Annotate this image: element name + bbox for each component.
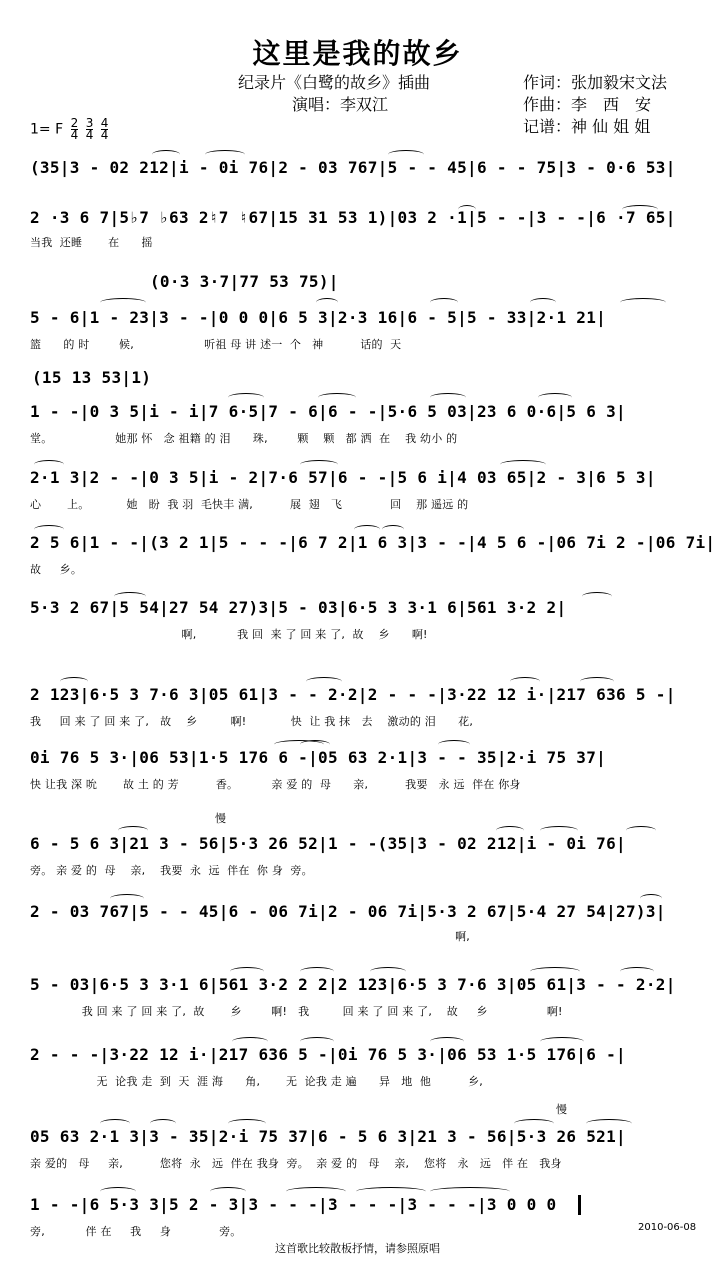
slur-mark [316,298,338,307]
slur-mark [626,826,656,835]
notation-row: 5·3 2 67|5 54|27 54 27)3|5 - 03|6·5 3 3·1 6|561 3·2 2| [30,598,567,617]
slur-mark [100,1119,130,1128]
slur-mark [438,740,470,749]
slur-mark [370,967,406,976]
lyrics-row: 亲 爱的 母 亲, 您将 永 远 伴在 我身 旁。 亲 爱 的 母 亲, 您将 永 远 伴 在 我身 [30,1157,562,1170]
slur-mark [640,894,662,903]
slur-mark [110,894,144,903]
lyrics-row: 无 论我 走 到 天 涯 海 角, 无 论我 走 遍 异 地 他 乡, [30,1075,483,1088]
time-signature: $\frac{2}{4}$ [70,116,79,142]
notation-row: 2 - 03 767|5 - - 45|6 - 06 7i|2 - 06 7i|5·3 2 67|5·4 27 54|27)3| [30,902,666,921]
lyrics-row: 故 乡。 [30,563,83,576]
notation-row: 2·1 3|2 - -|0 3 5|i - 2|7·6 57|6 - -|5 6 i|4 03 65|2 - 3|6 5 3| [30,468,656,487]
song-title: 这里是我的故乡 [252,37,463,70]
notation-row: 6 - 5 6 3|21 3 - 56|5·3 26 52|1 - -(35|3 - 02 212|i - 0i 76| [30,834,626,853]
slur-mark [114,592,146,601]
notation-row: 0i 76 5 3·|06 53|1·5 176 6 -|05 63 2·1|3 - - 35|2·i 75 37| [30,748,607,767]
slur-mark [150,1119,176,1128]
key-label: 1= F [30,121,64,138]
slur-mark [356,1187,426,1196]
slur-mark [538,393,572,402]
slur-mark [582,592,612,601]
slur-mark [382,525,404,534]
slur-mark [34,460,64,469]
notation-row: 2 123|6·5 3 7·6 3|05 61|3 - - 2·2|2 - - -|3·22 12 i·|217 636 5 -| [30,685,676,704]
slur-mark [430,298,458,307]
tempo-mark: 慢 [556,1103,567,1116]
lyrics-row: 啊, 我 回 来 了 回 来 了, 故 乡 啊! [30,628,428,641]
transcription-date: 2010-06-08 [638,1222,697,1233]
slur-mark [228,1119,266,1128]
slur-mark [228,393,264,402]
lyrics-row: 快 让我 深 吮 故 土 的 芳 香。 亲 爱 的 母 亲, 我要 永 远 伴在 你身 [30,778,521,791]
slur-mark [622,205,658,214]
time-signature: $\frac{3}{4}$ [85,116,94,142]
notation-row: 2 5 6|1 - -|(3 2 1|5 - - -|6 7 2|1 6 3|3 - -|4 5 6 -|06 7i 2 -|06 7i| [30,533,715,552]
slur-mark [210,1187,246,1196]
time-signature: $\frac{4}{4}$ [100,116,109,142]
slur-mark [230,967,264,976]
lyrics-row: 啊, [30,930,471,943]
slur-mark [620,967,654,976]
transcriber-credit: 记谱：神 仙 姐 姐 [523,117,651,136]
tempo-mark: 慢 [215,812,226,825]
slur-mark [118,826,148,835]
composer-credit: 作曲：李 西 安 [523,95,652,114]
notation-row: 2 ·3 6 7|5♭7 ♭63 2♮7 ♮67|15 31 53 1)|03 2 ·1|5 - -|3 - -|6 ·7 65| [30,208,676,227]
lyrics-row: 当我 还睡 在 摇 [30,236,153,249]
slur-mark [430,393,466,402]
slur-mark [100,298,146,307]
slur-mark [306,677,342,686]
slur-mark [496,826,524,835]
slur-mark [300,740,330,749]
notation-row: 5 - 03|6·5 3 3·1 6|561 3·2 2 2|2 123|6·5 3 7·6 3|05 61|3 - - 2·2| [30,975,676,994]
lyrics-row: 旁。 亲 爱 的 母 亲, 我要 永 远 伴在 你 身 旁。 [30,864,313,877]
slur-mark [540,826,578,835]
lyrics-row: 我 回 来 了 回 来 了, 故 乡 啊! 快 让 我 抹 去 激动的 泪 花, [30,715,474,728]
notation-row: (35|3 - 02 212|i - 0i 76|2 - 03 767|5 - - 45|6 - - 75|3 - 0·6 53| [30,158,676,177]
slur-mark [34,525,64,534]
lyrics-row: 篮 的 时 候, 听祖 母 讲 述一 个 神 话的 天 [30,338,402,351]
slur-mark [286,1187,346,1196]
lyricist-credit: 作词：张加毅宋文法 [523,73,668,92]
lyrics-row: 旁, 伴 在 我 身 旁。 [30,1225,242,1238]
slur-mark [430,1187,510,1196]
notation-row: 1 - -|0 3 5|i - i|7 6·5|7 - 6|6 - -|5·6 5 03|23 6 0·6|5 6 3| [30,402,626,421]
slur-mark [430,1037,464,1046]
song-subtitle: 纪录片《白鹭的故乡》插曲 [238,73,431,92]
slur-mark [100,1187,136,1196]
notation-row: 5 - 6|1 - 23|3 - -|0 0 0|6 5 3|2·3 16|6 - 5|5 - 33|2·1 21| [30,308,607,327]
slur-mark [540,1037,584,1046]
slur-mark [586,1119,632,1128]
lyrics-row: 堂。 她那 怀 念 祖籍 的 泪 珠, 颗 颗 都 洒 在 我 幼小 的 [30,432,458,445]
slur-mark [580,677,614,686]
notation-row: (15 13 53|1) [32,368,152,387]
notation-row: 1 - -|6 5·3 3|5 2 - 3|3 - - -|3 - - -|3 - - -|3 0 0 0 [30,1195,557,1214]
slur-mark [530,967,580,976]
slur-mark [205,150,245,159]
notation-row: 2 - - -|3·22 12 i·|217 636 5 -|0i 76 5 3·|06 53 1·5 176|6 -| [30,1045,626,1064]
lyrics-row: 心 上。 她 盼 我 羽 毛快丰 满, 展 翅 飞 回 那 遥远 的 [30,498,469,511]
slur-mark [388,150,424,159]
slur-mark [514,1119,554,1128]
slur-mark [300,1037,334,1046]
notation-row: 05 63 2·1 3|3 - 35|2·i 75 37|6 - 5 6 3|21 3 - 56|5·3 26 521| [30,1127,626,1146]
lyrics-row: 我 回 来 了 回 来 了, 故 乡 啊! 我 回 来 了 回 来 了, 故 乡 啊! [30,1005,563,1018]
notation-row: (0·3 3·7|77 53 75)| [150,272,339,291]
slur-mark [318,393,356,402]
slur-mark [620,298,666,307]
final-barline [578,1195,581,1215]
slur-mark [152,150,180,159]
slur-mark [232,1037,268,1046]
slur-mark [530,298,556,307]
footnote: 这首歌比较散板抒情，请参照原唱 [275,1242,440,1255]
slur-mark [300,460,338,469]
slur-mark [458,205,476,214]
slur-mark [510,677,540,686]
slur-mark [60,677,88,686]
slur-mark [300,967,334,976]
slur-mark [354,525,380,534]
key-signature [30,118,108,141]
slur-mark [500,460,546,469]
performer-credit: 演唱：李双江 [292,95,389,114]
